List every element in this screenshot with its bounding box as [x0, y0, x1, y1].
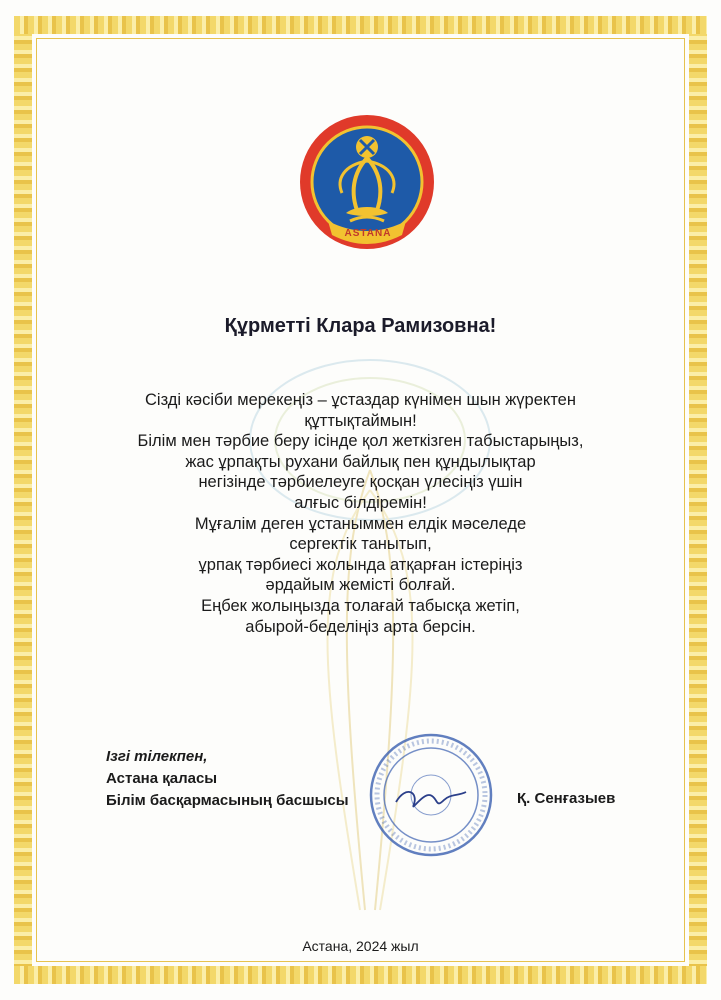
body-line: Мұғалім деген ұстаныммен елдік мәселеде: [194, 514, 527, 533]
body-line: абырой-беделіңіз арта берсін.: [245, 617, 476, 636]
signoff-wish: Ізгі тілекпен,: [106, 748, 208, 765]
body-line: Еңбек жолыңызда толағай табысқа жетіп,: [201, 596, 520, 615]
body-line: ұрпақ тәрбиесі жолында атқарған істеріңіз: [198, 555, 523, 574]
signer-name: Қ. Сенғазыев: [517, 790, 616, 807]
emblem-caption: ASTANA: [344, 228, 392, 239]
signoff-position: Білім басқармасының басшысы: [106, 792, 349, 809]
body-line: Сізді кәсіби мерекеңіз – ұстаздар күнімен шын жүректен: [145, 391, 576, 409]
signature-icon: [396, 792, 466, 807]
body-line: жас ұрпақты рухани байлық пен құндылықтар: [185, 452, 536, 471]
body-line: сергектік танытып,: [289, 535, 432, 554]
body-line: негізінде тәрбиелеуге қосқан үлесіңіз үшін: [198, 473, 523, 492]
congratulation-body: [60, 390, 661, 637]
greeting-heading: Құрметті Клара Рамизовна!: [224, 315, 497, 337]
official-stamp-icon: [366, 730, 496, 860]
body-line: құттықтаймын!: [304, 411, 417, 430]
body-line: әрдайым жемісті болғай.: [265, 576, 456, 595]
body-line: Білім мен тәрбие беру ісінде қол жеткізген табыстарыңыз,: [137, 432, 584, 451]
body-line: алғыс білдіремін!: [294, 493, 427, 512]
footer-place-date: Астана, 2024 жыл: [302, 938, 419, 954]
signoff-block: [106, 746, 349, 812]
signoff-city: Астана қаласы: [106, 770, 218, 787]
